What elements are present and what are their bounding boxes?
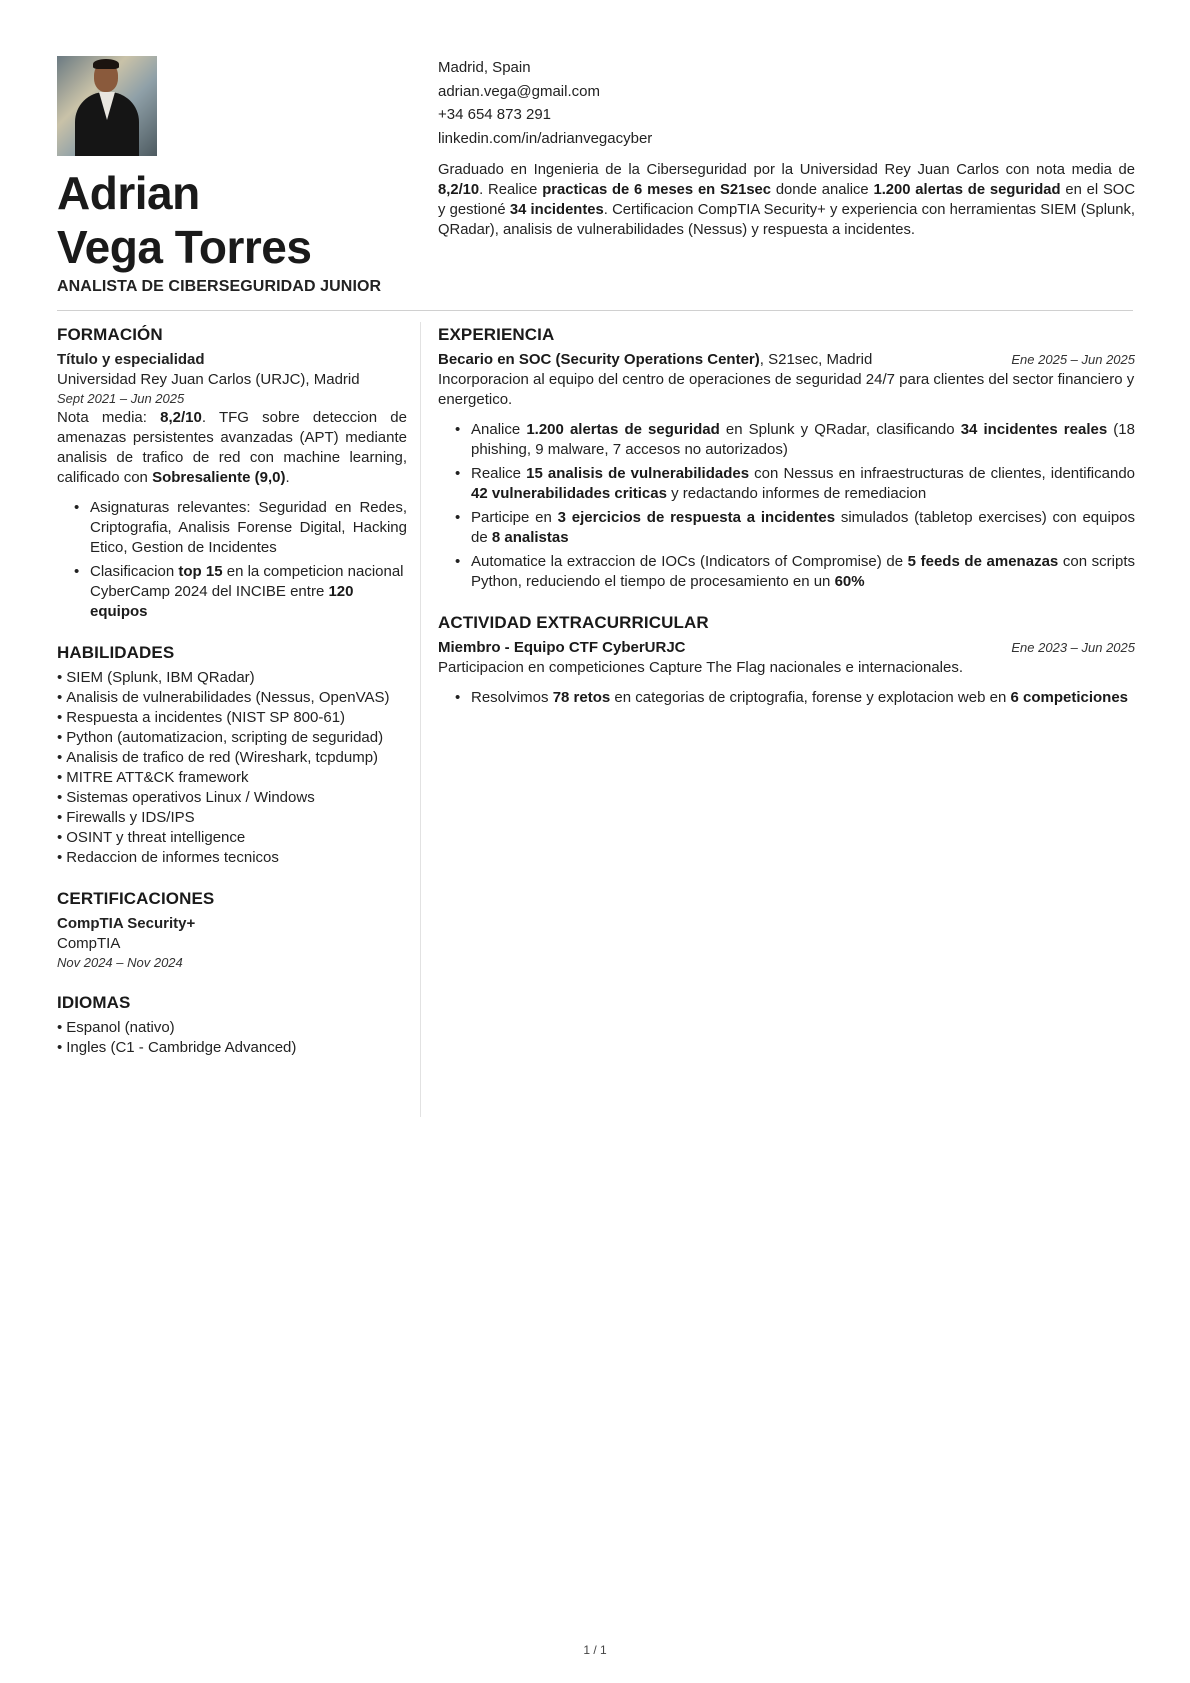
list-item: • Redaccion de informes tecnicos [57, 849, 279, 866]
experience-company: , S21sec, Madrid [759, 351, 873, 368]
bullet-text: y redactando informes de remediacion [666, 485, 927, 502]
skills-section [57, 642, 407, 868]
section-heading: EXPERIENCIA [438, 325, 555, 344]
list-item: • Sistemas operativos Linux / Windows [57, 789, 315, 806]
bullet-text: con scripts Python, reduciendo el tiempo de procesamiento en un [471, 553, 1136, 590]
list-item [74, 562, 407, 622]
skill-text: Analisis de trafico de red (Wireshark, tcpdump) [66, 749, 379, 766]
language-text: Ingles (C1 - Cambridge Advanced) [66, 1039, 297, 1056]
list-item [455, 508, 1135, 548]
education-bullets [57, 498, 407, 622]
institution: Universidad Rey Juan Carlos (URJC), Madrid [57, 371, 360, 388]
header-divider [57, 310, 1133, 311]
language-text: Espanol (nativo) [66, 1019, 175, 1036]
languages-list [57, 1018, 407, 1058]
education-dates: Sept 2021 – Jun 2025 [57, 391, 185, 406]
bullet-highlight: 42 vulnerabilidades criticas [471, 485, 667, 502]
certification-dates: Nov 2024 – Nov 2024 [57, 955, 183, 970]
experience-header-row [438, 350, 1135, 370]
skill-text: Analisis de vulnerabilidades (Nessus, OpenVAS) [66, 689, 390, 706]
bullet-highlight: 6 competiciones [1010, 689, 1129, 706]
contact-phone[interactable]: +34 654 873 291 [438, 106, 552, 123]
summary-highlight: 8,2/10 [438, 182, 480, 198]
bullet-text: en la competicion nacional CyberCamp 2024 del INCIBE entre [90, 563, 404, 600]
desc-text: . TFG sobre deteccion de amenazas persistentes avanzadas (APT) mediante analisis de trafico de red con machine learning, calificado con [57, 409, 407, 486]
summary-text: Graduado en Ingenieria de la Ciberseguridad por la Universidad Rey Juan Carlos con nota media de [438, 162, 1135, 178]
list-item: • Ingles (C1 - Cambridge Advanced) [57, 1039, 297, 1056]
contact-location: Madrid, Spain [438, 59, 531, 76]
contact-info [438, 56, 652, 150]
bullet-text: Participe en [471, 509, 558, 526]
list-item [455, 464, 1135, 504]
degree-title: Título y especialidad [57, 351, 205, 368]
section-heading: FORMACIÓN [57, 325, 163, 344]
skill-text: Python (automatizacion, scripting de seguridad) [66, 729, 384, 746]
list-item [455, 420, 1135, 460]
section-heading: IDIOMAS [57, 993, 131, 1012]
list-item: • OSINT y threat intelligence [57, 829, 246, 846]
skill-text: Redaccion de informes tecnicos [66, 849, 279, 866]
education-description [57, 408, 407, 488]
extracurricular-description: Participacion en competiciones Capture The Flag nacionales e internacionales. [438, 659, 964, 676]
skill-text: SIEM (Splunk, IBM QRadar) [66, 669, 255, 686]
bullet-text: en Splunk y QRadar, clasificando [719, 421, 961, 438]
list-item: • Respuesta a incidentes (NIST SP 800-61) [57, 709, 346, 726]
list-item: • Firewalls y IDS/IPS [57, 809, 195, 826]
page-indicator: 1 / 1 [583, 1643, 607, 1657]
experience-description: Incorporacion al equipo del centro de operaciones de seguridad 24/7 para clientes del sector financiero y energetico. [438, 371, 1135, 408]
bullet-text: Asignaturas relevantes: Seguridad en Redes, Criptografia, Analisis Forense Digital, Hacking Etico, Gestion de Incidentes [90, 499, 407, 556]
bullet-text: Analice [471, 421, 527, 438]
skills-list [57, 668, 407, 868]
bullet-text: con Nessus en infraestructuras de clientes, identificando [749, 465, 1135, 482]
list-item [455, 552, 1135, 592]
experience-role: Becario en SOC (Security Operations Center) [438, 351, 760, 368]
name-line-1: Adrian [57, 167, 200, 219]
list-item: • MITRE ATT&CK framework [57, 769, 249, 786]
certifications-section [57, 888, 407, 972]
experience-section [438, 324, 1135, 592]
desc-text: . [285, 469, 290, 486]
desc-highlight: Sobresaliente (9,0) [152, 469, 286, 486]
bullet-highlight: 120 equipos [90, 583, 354, 620]
contact-linkedin[interactable]: linkedin.com/in/adrianvegacyber [438, 129, 653, 147]
desc-text: Nota media: [57, 409, 161, 426]
section-heading: HABILIDADES [57, 643, 175, 662]
bullet-highlight: 15 analisis de vulnerabilidades [526, 465, 750, 482]
summary-text: . Realice [479, 182, 543, 198]
photo-hair-shape [93, 59, 119, 69]
languages-section [57, 992, 407, 1058]
right-column [438, 324, 1135, 728]
experience-dates: Ene 2025 – Jun 2025 [1011, 352, 1135, 367]
skill-text: Firewalls y IDS/IPS [66, 809, 195, 826]
section-heading: ACTIVIDAD EXTRACURRICULAR [438, 613, 709, 632]
bullet-text: Realice [471, 465, 527, 482]
summary-text: en el SOC y gestioné [438, 182, 1136, 218]
bullet-highlight: 1.200 alertas de seguridad [526, 421, 720, 438]
contact-email[interactable]: adrian.vega@gmail.com [438, 82, 600, 100]
list-item: • Analisis de trafico de red (Wireshark, tcpdump) [57, 749, 379, 766]
extracurricular-section [438, 612, 1135, 708]
summary-highlight: 34 incidentes [509, 202, 604, 218]
job-title: ANALISTA DE CIBERSEGURIDAD JUNIOR [57, 278, 382, 295]
bullet-highlight: 60% [834, 573, 865, 590]
bullet-highlight: 5 feeds de amenazas [907, 553, 1059, 570]
certification-issuer: CompTIA [57, 935, 121, 952]
summary-highlight: 1.200 alertas de seguridad [873, 182, 1061, 198]
certification-name: CompTIA Security+ [57, 915, 196, 932]
bullet-highlight: 3 ejercicios de respuesta a incidentes [557, 509, 836, 526]
bullet-text: simulados (tabletop exercises) con equipos de [471, 509, 1135, 546]
list-item: • Analisis de vulnerabilidades (Nessus, OpenVAS) [57, 689, 390, 706]
skill-text: Respuesta a incidentes (NIST SP 800-61) [66, 709, 346, 726]
education-section [57, 324, 407, 622]
left-column [57, 324, 407, 1078]
summary-text: donde analice [771, 182, 874, 198]
bullet-text: Resolvimos [471, 689, 553, 706]
extracurricular-dates: Ene 2023 – Jun 2025 [1011, 640, 1135, 655]
bullet-highlight: 8 analistas [491, 529, 569, 546]
summary-highlight: practicas de 6 meses en S21sec [542, 182, 772, 198]
bullet-highlight: top 15 [178, 563, 223, 580]
experience-bullets [438, 420, 1135, 592]
skill-text: OSINT y threat intelligence [66, 829, 246, 846]
candidate-name [57, 166, 311, 274]
list-item [455, 688, 1135, 708]
skill-text: Sistemas operativos Linux / Windows [66, 789, 315, 806]
name-line-2: Vega Torres [57, 221, 312, 273]
desc-highlight: 8,2/10 [160, 409, 202, 426]
bullet-highlight: 78 retos [552, 689, 611, 706]
profile-photo [57, 56, 157, 156]
summary-text: . Certificacion CompTIA Security+ y experiencia con herramientas SIEM (Splunk, QRadar), analisis de vulnerabilidades (Nessus) y respuesta a incidentes. [438, 202, 1135, 238]
extracurricular-header-row [438, 638, 1135, 658]
experience-role-line [438, 350, 872, 370]
skill-text: MITRE ATT&CK framework [66, 769, 249, 786]
bullet-highlight: 34 incidentes reales [960, 421, 1108, 438]
bullet-text: (18 phishing, 9 malware, 7 accesos no autorizados) [471, 421, 1135, 458]
profile-summary [438, 160, 1135, 240]
list-item: • Espanol (nativo) [57, 1019, 175, 1036]
list-item: • SIEM (Splunk, IBM QRadar) [57, 669, 255, 686]
extracurricular-role: Miembro - Equipo CTF CyberURJC [438, 639, 686, 656]
bullet-text: Clasificacion [90, 563, 179, 580]
column-divider [420, 322, 421, 1117]
list-item: • Python (automatizacion, scripting de seguridad) [57, 729, 384, 746]
section-heading: CERTIFICACIONES [57, 889, 215, 908]
list-item [74, 498, 407, 558]
bullet-text: Automatice la extraccion de IOCs (Indicators of Compromise) de [471, 553, 908, 570]
bullet-text: en categorias de criptografia, forense y explotacion web en [610, 689, 1011, 706]
extracurricular-bullets [438, 688, 1135, 708]
